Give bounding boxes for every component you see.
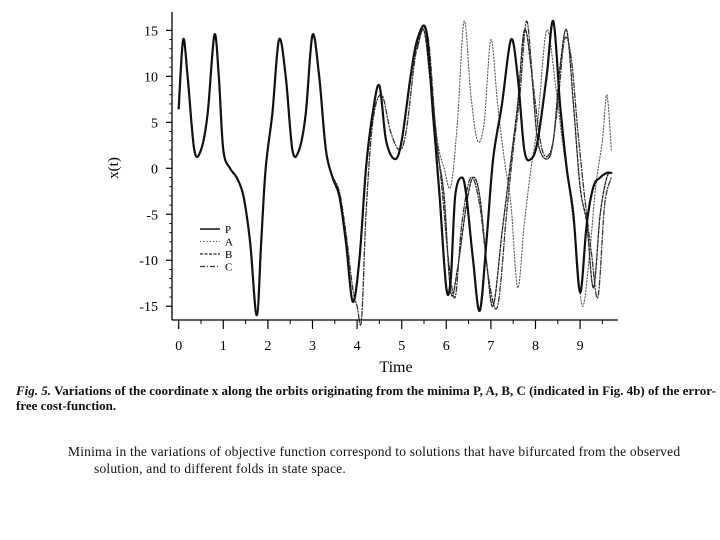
- legend-label-b: B: [225, 249, 233, 261]
- x-tick-label: 4: [353, 339, 361, 354]
- y-tick-label: 0: [151, 162, 158, 178]
- legend-label-p: P: [225, 224, 232, 236]
- x-tick-label: 5: [398, 339, 406, 354]
- y-tick-label: -5: [146, 208, 158, 224]
- y-axis-label: x(t): [106, 157, 122, 179]
- caption-lead: Fig. 5.: [16, 383, 52, 398]
- series-line-p: [179, 21, 612, 316]
- x-tick-label: 2: [264, 339, 272, 354]
- series-line-c: [333, 21, 612, 325]
- explanatory-note: Minima in the variations of objective function correspond to solutions that have bifurcated from the observed solution, and to different folds in state space.: [68, 444, 681, 476]
- series-line-a: [417, 21, 611, 306]
- y-tick-label: 10: [144, 70, 158, 86]
- y-tick-label: -10: [139, 254, 158, 270]
- x-tick-label: 8: [531, 339, 539, 354]
- y-tick-label: 5: [151, 116, 158, 132]
- y-tick-label: 15: [144, 24, 158, 40]
- x-tick-label: 0: [175, 339, 183, 354]
- x-axis-label: Time: [379, 359, 413, 376]
- legend-label-a: A: [225, 236, 233, 249]
- y-tick-label: -15: [139, 300, 158, 316]
- figure-caption: [16, 383, 716, 413]
- x-tick-label: 1: [219, 339, 227, 354]
- x-tick-label: 6: [442, 339, 450, 354]
- x-tick-label: 3: [308, 339, 316, 354]
- x-tick-label: 7: [487, 339, 495, 354]
- caption-text: Variations of the coordinate x along the orbits originating from the minima P, A, B, C (indicated in Fig. 4b) of the error-free cost-function.: [16, 383, 716, 413]
- legend-label-c: C: [225, 261, 233, 274]
- x-tick-label: 9: [576, 339, 584, 354]
- series-line-b: [417, 29, 611, 306]
